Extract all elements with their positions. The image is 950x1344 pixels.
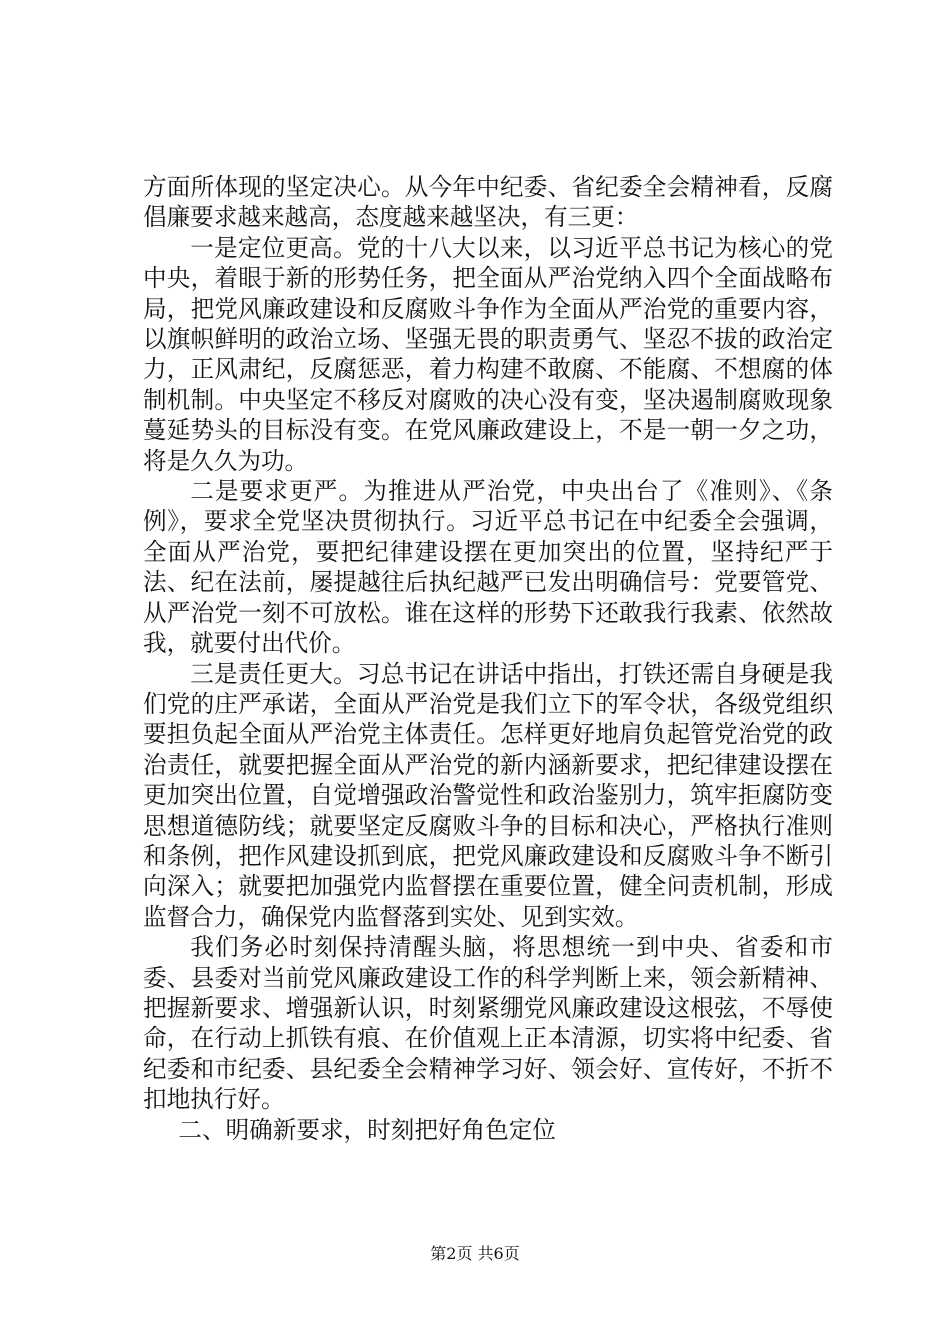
- page-footer: 第2页 共6页: [430, 1244, 520, 1263]
- section-heading: 二、明确新要求，时刻把好角色定位: [178, 1115, 556, 1144]
- paragraph-requirement-stricter: 二是要求更严。为推进从严治党，中央出台了《准则》、《条例》，要求全党坚决贯彻执行。习近平总书记在中纪委全会强调，全面从严治党，要把纪律建设摆在更加突出的位置，坚持纪严于法、纪在法前，屡提越往后执纪越严已发出明确信号：党要管党、从严治党一刻不可放松。谁在这样的形势下还敢我行我素、依然故我，就要付出代价。: [143, 477, 833, 658]
- paragraph-stay-clear-minded: 我们务必时刻保持清醒头脑，将思想统一到中央、省委和市委、县委对当前党风廉政建设工作的科学判断上来，领会新精神、把握新要求、增强新认识，时刻紧绷党风廉政建设这根弦，不辱使命，在行动上抓铁有痕、在价值观上正本清源，切实将中纪委、省纪委和市纪委、县纪委全会精神学习好、领会好、宣传好，不折不扣地执行好。: [143, 933, 833, 1114]
- paragraph-position-higher: 一是定位更高。党的十八大以来，以习近平总书记为核心的党中央，着眼于新的形势任务，把全面从严治党纳入四个全面战略布局，把党风廉政建设和反腐败斗争作为全面从严治党的重要内容，以旗帜鲜明的政治立场、坚强无畏的职责勇气、坚忍不拔的政治定力，正风肃纪，反腐惩恶，着力构建不敢腐、不能腐、不想腐的体制机制。中央坚定不移反对腐败的决心没有变，坚决遏制腐败现象蔓延势头的目标没有变。在党风廉政建设上，不是一朝一夕之功，将是久久为功。: [143, 233, 833, 475]
- document-body: [143, 172, 833, 1145]
- paragraph-responsibility-greater: 三是责任更大。习总书记在讲话中指出，打铁还需自身硬是我们党的庄严承诺，全面从严治党是我们立下的军令状，各级党组织要担负起全面从严治党主体责任。怎样更好地肩负起管党治党的政治责任，就要把握全面从严治党的新内涵新要求，把纪律建设摆在更加突出位置，自觉增强政治警觉性和政治鉴别力，筑牢拒腐防变思想道德防线；就要坚定反腐败斗争的目标和决心，严格执行准则和条例，把作风建设抓到底，把党风廉政建设和反腐败斗争不断引向深入；就要把加强党内监督摆在重要位置，健全问责机制，形成监督合力，确保党内监督落到实处、见到实效。: [143, 659, 833, 931]
- paragraph-continuation: 方面所体现的坚定决心。从今年中纪委、省纪委全会精神看，反腐倡廉要求越来越高，态度越来越坚决，有三更：: [143, 173, 833, 232]
